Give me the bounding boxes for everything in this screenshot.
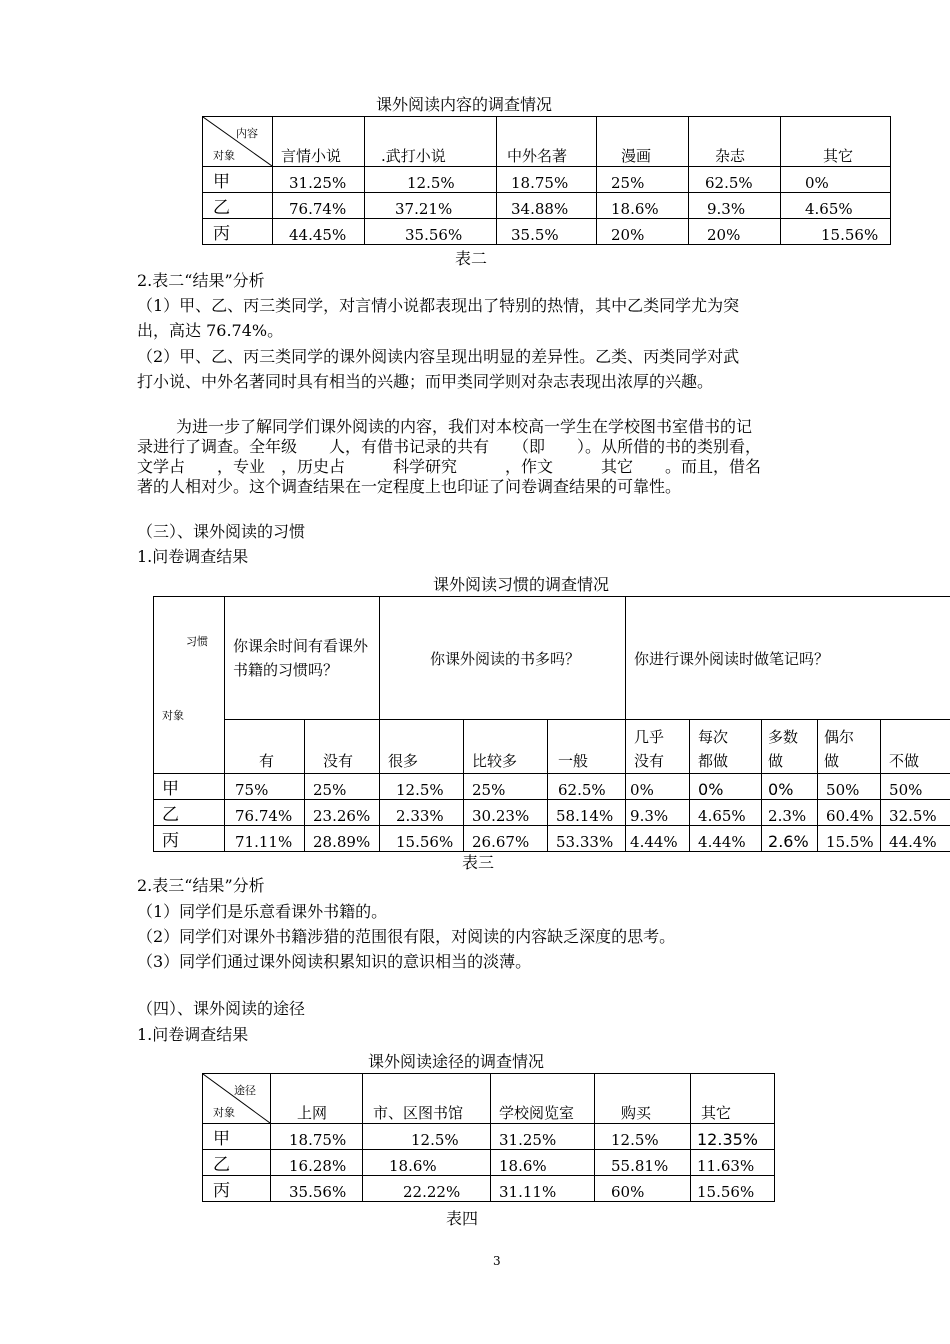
analysis2-p2: （2）甲、乙、丙三类同学的课外阅读内容呈现出明显的差异性。乙类、丙类同学对武: [137, 347, 740, 366]
table3-title: 课外阅读习惯的调查情况: [433, 575, 610, 594]
question-1-label: 你课余时间有看课外书籍的习惯吗？: [233, 637, 369, 679]
cell: 12.5%: [595, 1124, 691, 1150]
cell: 16.28%: [271, 1150, 363, 1176]
table2-caption: 表二: [455, 249, 488, 268]
cell: 62.5%: [689, 167, 781, 193]
corner-top-label: 习惯: [186, 635, 208, 648]
cell: 15.56%: [691, 1176, 775, 1202]
cell: 0%: [626, 774, 690, 800]
sub-header: 一般: [548, 720, 626, 774]
channel-table: [202, 1073, 775, 1202]
column-header: 学校阅览室: [491, 1074, 595, 1124]
cell: 31.25%: [491, 1124, 595, 1150]
cell: 12.5%: [380, 774, 464, 800]
cell: 9.3%: [626, 800, 690, 826]
row-label: 乙: [154, 800, 225, 826]
sub-header: 很多: [380, 720, 464, 774]
library-line-3: 文学占 ，专业 ，历史占 科学研究 ，作文 其它 。而且，借名: [137, 457, 762, 476]
cell: 11.63%: [691, 1150, 775, 1176]
table-row: [154, 800, 950, 826]
question-2-label: 你课外阅读的书多吗？: [430, 649, 581, 668]
cell: 32.5%: [881, 800, 950, 826]
sub-header: 有: [225, 720, 305, 774]
cell: 50%: [881, 774, 950, 800]
table-row: [203, 167, 891, 193]
cell: 20%: [689, 219, 781, 245]
cell: 2.33%: [380, 800, 464, 826]
cell: 12.5%: [365, 167, 497, 193]
cell: 4.44%: [690, 826, 762, 852]
analysis3-p3: （3）同学们通过课外阅读积累知识的意识相当的淡薄。: [137, 952, 532, 971]
cell: 18.6%: [597, 193, 689, 219]
cell: 25%: [464, 774, 548, 800]
table-corner-cell: [154, 597, 225, 774]
question-header: [626, 597, 950, 720]
table-row: [203, 193, 891, 219]
cell: 44.45%: [273, 219, 365, 245]
corner-top-label: 途径: [234, 1084, 256, 1097]
table-corner-cell: [203, 1074, 271, 1124]
table-row: [203, 1150, 775, 1176]
sub-header: 几乎没有: [626, 720, 690, 774]
cell: 2.3%: [762, 800, 818, 826]
row-label: 甲: [203, 167, 273, 193]
cell: 4.44%: [626, 826, 690, 852]
cell: 53.33%: [548, 826, 626, 852]
row-label: 丙: [203, 219, 273, 245]
column-header: 其它: [781, 117, 891, 167]
cell: 18.75%: [271, 1124, 363, 1150]
table4-caption: 表四: [446, 1209, 479, 1228]
column-header: 杂志: [689, 117, 781, 167]
cell: 50%: [818, 774, 881, 800]
cell: 15.56%: [781, 219, 891, 245]
row-label: 甲: [154, 774, 225, 800]
row-label: 乙: [203, 193, 273, 219]
cell: 18.75%: [497, 167, 597, 193]
cell: 28.89%: [305, 826, 380, 852]
row-label: 丙: [154, 826, 225, 852]
cell: 25%: [597, 167, 689, 193]
section3-heading: （三）、课外阅读的习惯: [137, 522, 306, 541]
question-header: [380, 597, 626, 720]
sub-header: 多数做: [762, 720, 818, 774]
analysis3-heading: 2.表三“结果”分析: [137, 876, 265, 895]
cell: 12.35%: [691, 1124, 775, 1150]
column-header: 漫画: [597, 117, 689, 167]
corner-bottom-label: 对象: [213, 1106, 235, 1119]
cell: 62.5%: [548, 774, 626, 800]
row-label: 丙: [203, 1176, 271, 1202]
column-header: 言情小说: [273, 117, 365, 167]
cell: 71.11%: [225, 826, 305, 852]
cell: 18.6%: [363, 1150, 491, 1176]
cell: 76.74%: [225, 800, 305, 826]
sub-header: 偶尔做: [818, 720, 881, 774]
sub-header: 每次都做: [690, 720, 762, 774]
row-label: 乙: [203, 1150, 271, 1176]
cell: 60.4%: [818, 800, 881, 826]
section4-heading: （四）、课外阅读的途径: [137, 999, 306, 1018]
cell: 4.65%: [690, 800, 762, 826]
analysis2-p2-cont: 打小说、中外名著同时具有相当的兴趣；而甲类同学则对杂志表现出浓厚的兴趣。: [137, 372, 714, 391]
analysis2-p1-cont: 出，高达 76.74%。: [137, 321, 284, 340]
sub-header: 不做: [881, 720, 950, 774]
cell: 25%: [305, 774, 380, 800]
analysis3-p1: （1）同学们是乐意看课外书籍的。: [137, 902, 388, 921]
section4-sub: 1.问卷调查结果: [137, 1025, 249, 1044]
column-header: 上网: [271, 1074, 363, 1124]
cell: 23.26%: [305, 800, 380, 826]
library-line-4: 著的人相对少。这个调查结果在一定程度上也印证了问卷调查结果的可靠性。: [137, 477, 682, 496]
cell: 34.88%: [497, 193, 597, 219]
table-corner-cell: [203, 117, 273, 167]
question-3-label: 你进行课外阅读时做笔记吗？: [634, 649, 830, 668]
table-row: [203, 1176, 775, 1202]
cell: 15.56%: [380, 826, 464, 852]
table3-caption: 表三: [462, 853, 495, 872]
cell: 35.56%: [271, 1176, 363, 1202]
corner-bottom-label: 对象: [213, 149, 235, 162]
habit-table: [153, 596, 950, 852]
table4-title: 课外阅读途径的调查情况: [368, 1052, 545, 1071]
cell: 58.14%: [548, 800, 626, 826]
table-row: [203, 219, 891, 245]
cell: 35.5%: [497, 219, 597, 245]
cell: 2.6%: [762, 826, 818, 852]
cell: 22.22%: [363, 1176, 491, 1202]
cell: 31.11%: [491, 1176, 595, 1202]
cell: 18.6%: [491, 1150, 595, 1176]
table-row: [203, 1124, 775, 1150]
cell: 37.21%: [365, 193, 497, 219]
column-header: 市、区图书馆: [363, 1074, 491, 1124]
table-row: [154, 774, 950, 800]
cell: 9.3%: [689, 193, 781, 219]
cell: 4.65%: [781, 193, 891, 219]
table-row: [154, 826, 950, 852]
analysis2-heading: 2.表二“结果”分析: [137, 271, 265, 290]
analysis2-p1: （1）甲、乙、丙三类同学，对言情小说都表现出了特别的热情，其中乙类同学尤为突: [137, 296, 740, 315]
cell: 60%: [595, 1176, 691, 1202]
cell: 30.23%: [464, 800, 548, 826]
cell: 20%: [597, 219, 689, 245]
corner-bottom-label: 对象: [162, 709, 184, 722]
question-header: [225, 597, 380, 720]
analysis3-p2: （2）同学们对课外书籍涉猎的范围很有限，对阅读的内容缺乏深度的思考。: [137, 927, 676, 946]
cell: 75%: [225, 774, 305, 800]
row-label: 甲: [203, 1124, 271, 1150]
cell: 35.56%: [365, 219, 497, 245]
corner-top-label: 内容: [236, 127, 258, 140]
column-header: .武打小说: [365, 117, 497, 167]
library-line-1: 为进一步了解同学们课外阅读的内容，我们对本校高一学生在学校图书室借书的记: [176, 417, 753, 436]
sub-header: 没有: [305, 720, 380, 774]
table2-title: 课外阅读内容的调查情况: [376, 95, 553, 114]
content-table: [202, 116, 891, 245]
cell: 12.5%: [363, 1124, 491, 1150]
section3-sub: 1.问卷调查结果: [137, 547, 249, 566]
cell: 0%: [762, 774, 818, 800]
column-header: 中外名著: [497, 117, 597, 167]
column-header: 其它: [691, 1074, 775, 1124]
column-header: 购买: [595, 1074, 691, 1124]
cell: 44.4%: [881, 826, 950, 852]
cell: 26.67%: [464, 826, 548, 852]
cell: 0%: [781, 167, 891, 193]
library-line-2: 录进行了调查。全年级 人，有借书记录的共有 （即 ）。从所借的书的类别看，: [137, 437, 762, 456]
cell: 0%: [690, 774, 762, 800]
page-number: 3: [493, 1254, 501, 1268]
cell: 15.5%: [818, 826, 881, 852]
cell: 31.25%: [273, 167, 365, 193]
cell: 76.74%: [273, 193, 365, 219]
cell: 55.81%: [595, 1150, 691, 1176]
sub-header: 比较多: [464, 720, 548, 774]
